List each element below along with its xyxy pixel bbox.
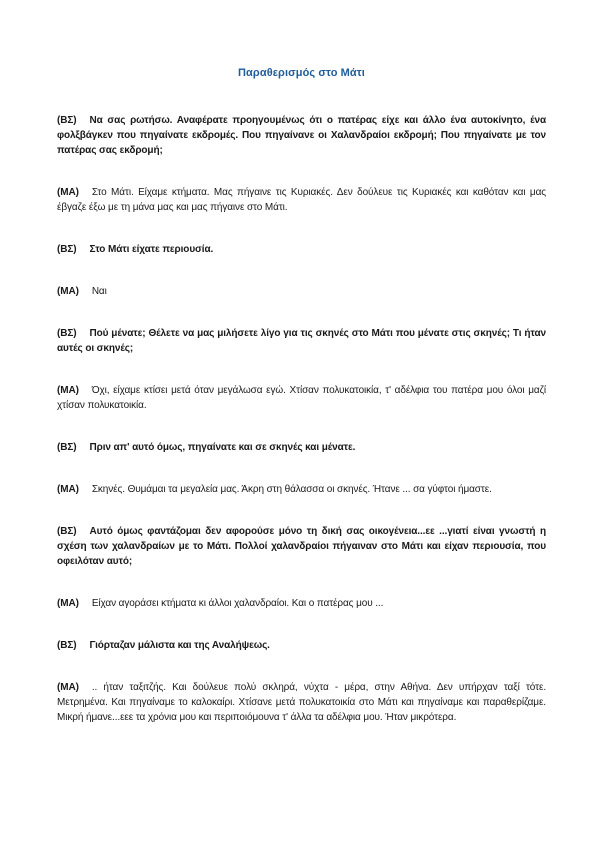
speaker-label: (ΒΣ) <box>57 640 77 651</box>
speaker-label: (ΒΣ) <box>57 328 77 339</box>
paragraph-text: Όχι, είχαμε κτίσει μετά όταν μεγάλωσα εγώ. Χτίσαν πολυκατοικία, τ' αδέλφια του πατέρα μου όλοι μαζί χτίσαν πολυκατοικία. <box>57 385 546 411</box>
speaker-label: (ΒΣ) <box>57 526 77 537</box>
paragraph-text: Ναι <box>91 286 107 297</box>
speaker-label: (ΜΑ) <box>57 682 79 693</box>
paragraph-text: Στο Μάτι είχατε περιουσία. <box>89 244 214 255</box>
speaker-label: (ΜΑ) <box>57 187 79 198</box>
paragraph-text: Πριν απ' αυτό όμως, πηγαίνατε και σε σκηνές και μένατε. <box>89 442 356 453</box>
speaker-label: (ΜΑ) <box>57 286 79 297</box>
paragraph-text: Είχαν αγοράσει κτήματα κι άλλοι χαλανδραίοι. Και ο πατέρας μου ... <box>91 598 384 609</box>
dialogue-paragraph <box>57 242 546 257</box>
paragraph-text: Αυτό όμως φαντάζομαι δεν αφορούσε μόνο τη δική σας οικογένεια...εε ...γιατί είναι γνωστή η σχέση των χαλανδραίων με το Μάτι. Πολλοί χαλανδραίοι πήγαιναν στο Μάτι και είχαν περιουσία, που οφειλόταν αυτό; <box>57 526 546 567</box>
speaker-label: (ΒΣ) <box>57 244 77 255</box>
dialogue-paragraph <box>57 326 546 356</box>
speaker-label: (ΒΣ) <box>57 115 77 126</box>
paragraph-text: Στο Μάτι. Είχαμε κτήματα. Μας πήγαινε τις Κυριακές. Δεν δούλευε τις Κυριακές και καθόταν και μας έβγαζε έξω με τη μάνα μας και μας πήγαινε στο Μάτι. <box>57 187 546 213</box>
dialogue-paragraph <box>57 524 546 569</box>
dialogue-paragraph <box>57 284 546 299</box>
document-title: Παραθερισμός στο Μάτι <box>238 67 365 79</box>
dialogue-paragraph <box>57 185 546 215</box>
dialogue-paragraph <box>57 482 546 497</box>
dialogue-paragraph <box>57 638 546 653</box>
paragraph-text: Γιόρταζαν μάλιστα και της Αναλήψεως. <box>89 640 270 651</box>
dialogue-paragraph <box>57 383 546 413</box>
speaker-label: (ΒΣ) <box>57 442 77 453</box>
dialogue-paragraph <box>57 596 546 611</box>
speaker-label: (ΜΑ) <box>57 598 79 609</box>
paragraph-text: Να σας ρωτήσω. Αναφέρατε προηγουμένως ότι ο πατέρας είχε και άλλο ένα αυτοκίνητο, ένα φολξβάγκεν που πηγαίνατε εκδρομές. Που πηγαίνανε οι Χαλανδραίοι εκδρομή; Που πηγαίνατε με τον πατέρας σας εκδρομή; <box>57 115 546 156</box>
speaker-label: (ΜΑ) <box>57 484 79 495</box>
dialogue-paragraph <box>57 440 546 455</box>
paragraph-text: Σκηνές. Θυμάμαι τα μεγαλεία μας. Άκρη στη θάλασσα οι σκηνές. Ήτανε ... σα γύφτοι ήμαστε. <box>91 484 492 495</box>
document-content <box>57 66 546 752</box>
paragraph-text: Πού μένατε; Θέλετε να μας μιλήσετε λίγο για τις σκηνές στο Μάτι που μένατε στις σκηνές; Τι ήταν αυτές οι σκηνές; <box>57 328 546 354</box>
speaker-label: (ΜΑ) <box>57 385 79 396</box>
paragraph-text: .. ήταν ταξιτζής. Και δούλευε πολύ σκληρά, νύχτα - μέρα, στην Αθήνα. Δεν υπήρχαν ταξί τότε. Μετρημένα. Και πηγαίναμε το καλοκαίρι. Χτίσανε μετά πολυκατοικία στο Μάτι και πηγαίναμε και παραθερίζαμε. Μικρή ήμανε...εεε τα χρόνια μου και περιποιόμουνα τ' άλλα τα αδέλφια μου. Ήταν μικρότερα. <box>57 682 546 723</box>
dialogue-paragraph <box>57 113 546 158</box>
dialogue-paragraph <box>57 680 546 725</box>
